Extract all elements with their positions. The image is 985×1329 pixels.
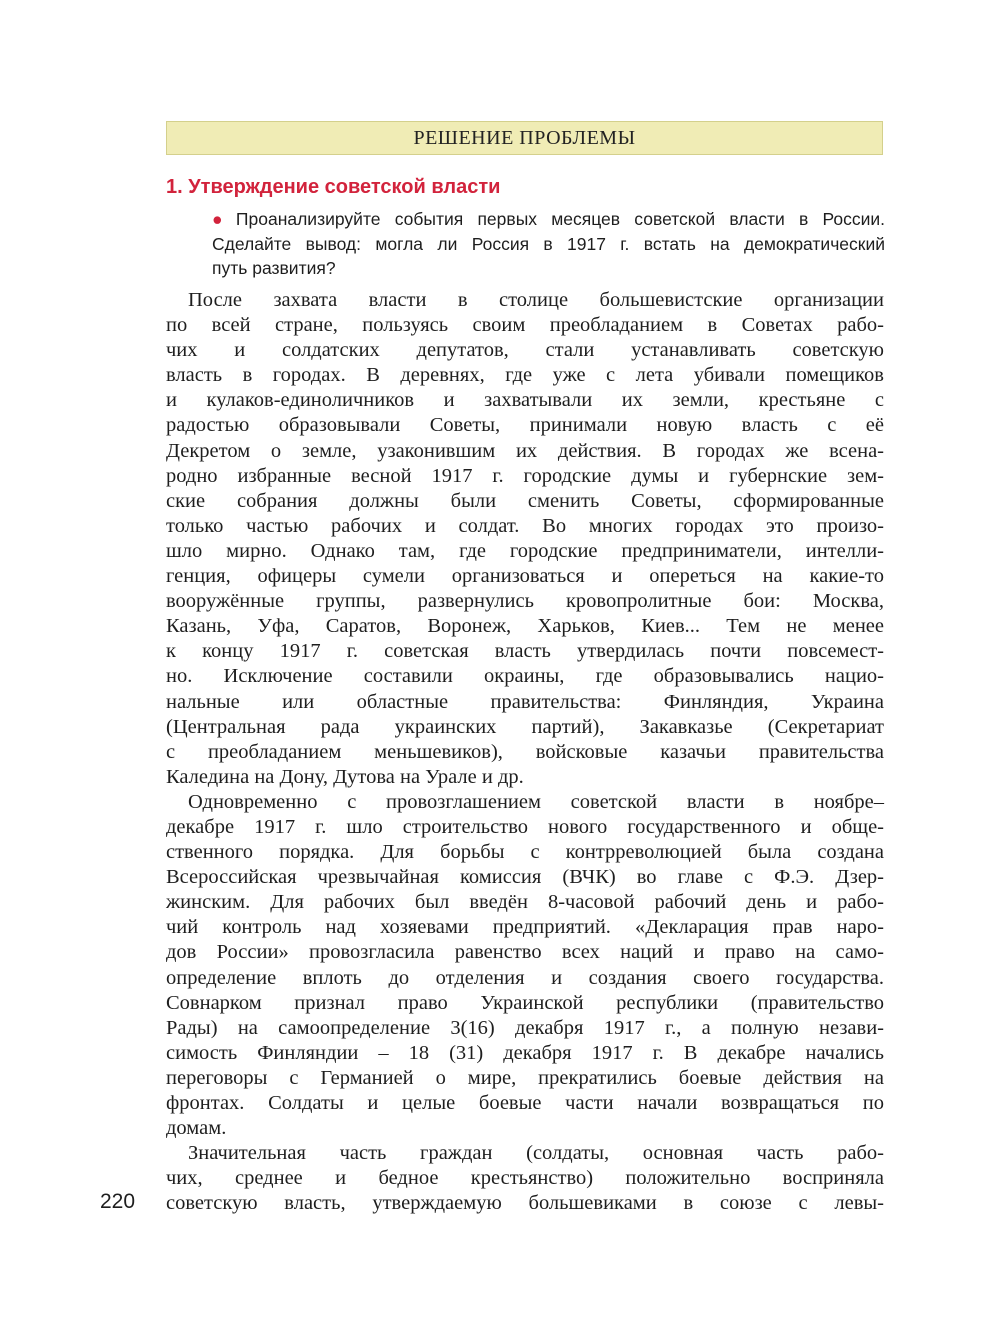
paragraph-line: домам.: [166, 1117, 227, 1140]
paragraph-line: Декретом о земле, узаконившим их действия. В городах же всена-: [166, 439, 884, 462]
paragraph-line: (Центральная рада украинских партий), Закавказье (Секретариат: [166, 715, 884, 738]
paragraph-line: власть в городах. В деревнях, где уже с лета убивали помещиков: [166, 364, 884, 387]
paragraph-line: шло мирно. Однако там, где городские предприниматели, интелли-: [166, 539, 884, 562]
paragraph-line: Совнарком признал право Украинской республики (правительство: [166, 991, 884, 1014]
paragraph-line: но. Исключение составили окраины, где образовывались нацио-: [166, 665, 884, 688]
paragraph-line: определение вплоть до отделения и создания своего государства.: [166, 966, 884, 989]
paragraph-line: вооружённые группы, развернулись кровопролитные бои: Москва,: [166, 590, 884, 613]
bullet-icon: ●: [212, 209, 232, 229]
paragraph-line: нальные или областные правительства: Финляндия, Украина: [166, 690, 884, 713]
paragraph-line: к концу 1917 г. советская власть утвердилась почти повсемест-: [166, 640, 884, 663]
paragraph-line: фронтах. Солдаты и целые боевые части начали возвращаться по: [166, 1092, 884, 1114]
task-line: ● Проанализируйте события первых месяцев советской власти в России.: [212, 209, 885, 229]
paragraph-line: чих, среднее и бедное крестьянство) положительно восприняла: [166, 1167, 884, 1190]
page-number: 220: [100, 1190, 136, 1213]
task-block: [212, 207, 885, 281]
paragraph-line: После захвата власти в столице большевистские организации: [188, 289, 884, 311]
paragraph-line: родно избранные весной 1917 г. городские думы и губернские зем-: [166, 464, 884, 487]
paragraph-line: Значительная часть граждан (солдаты, основная часть рабо-: [188, 1142, 884, 1165]
paragraph-line: декабре 1917 г. шло строительство нового государственного и обще-: [166, 815, 884, 838]
paragraph-line: радостью образовывали Советы, принимали новую власть с её: [166, 414, 884, 437]
paragraph-line: по всей стране, пользуясь своим преобладанием в Советах рабо-: [166, 314, 884, 337]
section-banner: РЕШЕНИЕ ПРОБЛЕМЫ: [166, 121, 883, 155]
paragraph-line: только частью рабочих и солдат. Во многих городах это произо-: [166, 514, 884, 537]
paragraph-line: симость Финляндии – 18 (31) декабря 1917 г. В декабре начались: [166, 1041, 884, 1064]
paragraph-line: Одновременно с провозглашением советской власти в ноябре–: [188, 790, 884, 813]
paragraph-line: ские собрания должны были сменить Советы, сформированные: [166, 489, 884, 512]
task-line: путь развития?: [212, 258, 336, 278]
task-line: Сделайте вывод: могла ли Россия в 1917 г. встать на демократический: [212, 233, 885, 254]
paragraph-line: и кулаков-единоличников и захватывали их земли, крестьяне с: [166, 389, 884, 412]
paragraph-line: чих и солдатских депутатов, стали устанавливать советскую: [166, 339, 884, 362]
paragraph-line: генция, офицеры сумели организоваться и опереться на какие-то: [166, 565, 884, 588]
paragraph-line: с преобладанием меньшевиков), войсковые казачьи правительства: [166, 740, 884, 763]
paragraph-line: Казань, Уфа, Саратов, Воронеж, Харьков, Киев... Тем не менее: [166, 615, 884, 638]
paragraph-line: Всероссийская чрезвычайная комиссия (ВЧК) во главе с Ф.Э. Дзер-: [166, 866, 884, 889]
paragraph-line: чий контроль над хозяевами предприятий. «Декларация прав наро-: [166, 916, 884, 939]
paragraph-line: переговоры с Германией о мире, прекратились боевые действия на: [166, 1066, 884, 1089]
section-title: 1. Утверждение советской власти: [166, 176, 501, 198]
paragraph-line: дов России» провозгласила равенство всех наций и право на само-: [166, 941, 884, 964]
paragraph-line: Каледина на Дону, Дутова на Урале и др.: [166, 765, 524, 788]
paragraph-line: ственного порядка. Для борьбы с контрреволюцией была создана: [166, 841, 884, 864]
paragraph-line: Рады) на самоопределение 3(16) декабря 1917 г., а полную незави-: [166, 1016, 884, 1039]
paragraph-line: жинским. Для рабочих был введён 8-часовой рабочий день и рабо-: [166, 891, 884, 914]
body-text: [166, 288, 884, 1216]
paragraph-line: советскую власть, утверждаемую большевиками в союзе с левы-: [166, 1192, 884, 1215]
